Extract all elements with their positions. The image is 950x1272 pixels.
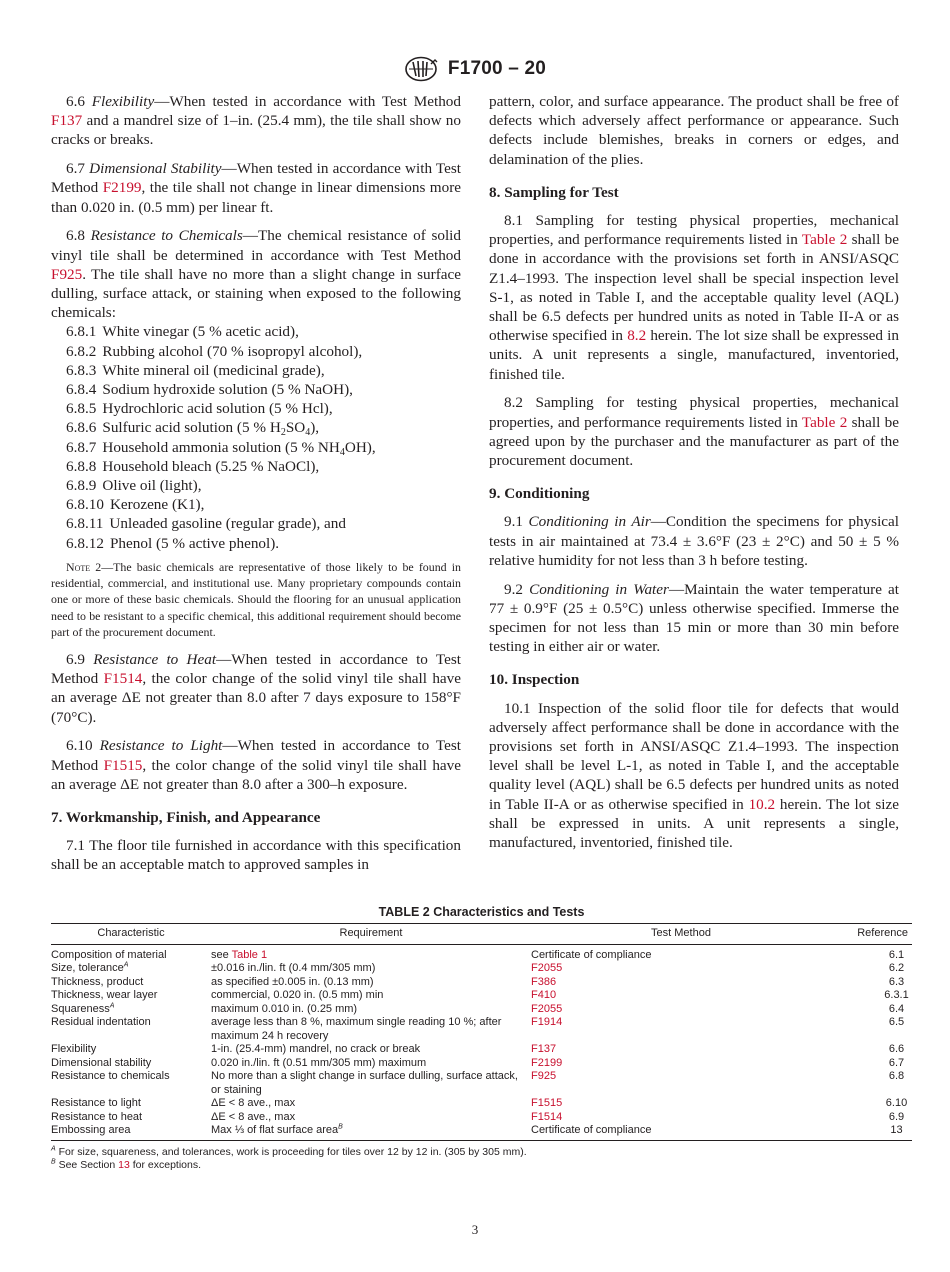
table-row: Resistance to chemicals No more than a slight change in surface dulling, surface attack, or staining F925 6.8 [51,1070,905,1096]
link-f1514[interactable]: F1514 [531,1110,563,1123]
paragraph-7-1: 7.1 The floor tile furnished in accordance with this specification shall be an acceptable match to approved samples in [51,837,461,874]
table-row: Thickness, product as specified ±0.005 in. (0.13 mm) F386 6.3 [51,975,905,988]
link-f2055[interactable]: F2055 [531,1002,563,1015]
paragraph-6-7: 6.7 Dimensional Stability—When tested in accordance with Test Method F2199, the tile shall not change in linear dimensions more than 0.020 in. (0.5 mm) per linear ft. [51,160,461,216]
link-f1515[interactable]: F1515 [531,1097,563,1109]
link-table-1[interactable]: Table 1 [231,948,268,961]
list-item: 6.8.3 White mineral oil (medicinal grade), [66,361,325,379]
link-table-2[interactable]: Table 2 [801,413,848,431]
paragraph-10-1: 10.1 Inspection of the solid floor tile for defects that would adversely affect performance shall be done in accordance with the provisions set forth in ANSI/ASQC Z1.4–1993. The inspection level shall be level L-1, as noted in Table I, and the acceptable quality level (AQL) shall be 6.5 defects per hundred units as noted in Table II-A or as otherwise specified in 10.2 herein. The lot size shall be expressed in units. A unit represents a single, manufactured, inventoried, finished tile. [489,699,899,852]
paragraph-9-2: 9.2 Conditioning in Water—Maintain the water temperature at 77 ± 0.9°F (25 ± 0.5°C) unless otherwise specified. Immerse the specimen for not less than 15 min or more than 30 min before testing in either air or water. [489,580,900,656]
link-f137[interactable]: F137 [531,1043,557,1055]
list-item: 6.8.8 Household bleach (5.25 % NaOCl), [66,457,320,475]
paragraph-6-6: 6.6 Flexibility—When tested in accordance with Test Method F137 and a mandrel size of 1–in. (25.4 mm), the tile shall show no cracks or breaks. [51,93,461,149]
list-item: 6.8.6 Sulfuric acid solution (5 % $H_2SO_4$), [66,419,320,439]
link-section-10-2[interactable]: 10.2 [748,795,776,813]
paragraph-9-1: 9.1 Conditioning in Air—Condition the specimens for physical tests in air maintained at 73.4 ± 3.6°F (23 ± 2°C) and 50 ± 5 % relative humidity for not less than 3 h before testing. [489,513,899,569]
page-number: 3 [471,1222,479,1237]
table-row: Embossing area Max ⅓ of flat surface area$^B$ Certificate of compliance 13 [51,1124,912,1140]
section-8-heading: 8. Sampling for Test [489,183,619,201]
link-f410[interactable]: F410 [531,989,557,1001]
list-item: 6.8.7 Household ammonia solution (5 % $NH_4OH$), [66,438,376,458]
list-item: 6.8.11 Unleaded gasoline (regular grade), and [66,515,346,533]
link-f925[interactable]: F925 [531,1070,557,1082]
paragraph-7-1-continued: pattern, color, and surface appearance. The product shall be free of defects which adversely affect performance or appearance. Such defects include blemishes, breaks in corners or edges, and delamination of the plies. [489,93,899,168]
astm-logo-icon [404,56,438,82]
characteristics-table [51,923,912,1141]
left-column [51,92,461,884]
link-section-13[interactable]: 13 [118,1159,130,1171]
link-table-2[interactable]: Table 2 [801,231,848,249]
link-f925[interactable]: F925 [51,265,83,283]
list-item: 6.8.4 Sodium hydroxide solution (5 % NaOH), [66,381,353,399]
section-10-heading: 10. Inspection [489,671,580,689]
section-9-heading: 9. Conditioning [489,485,590,503]
table-row: Composition of material see Table 1 Certificate of compliance 6.1 [51,948,905,961]
paragraph-6-8: 6.8 Resistance to Chemicals—The chemical resistance of solid vinyl tile shall be determined in accordance with Test Method F925. The tile shall have no more than a slight change in surface dulling, surface attack, or staining when exposed to the following chemicals: [51,227,461,322]
link-f1914[interactable]: F1914 [531,1016,563,1028]
page-header [0,56,950,82]
list-item: 6.8.1 White vinegar (5 % acetic acid), [66,323,299,341]
table-row: Size, tolerance$^A$ ±0.016 in./lin. ft (0.4 mm/305 mm) F2055 6.2 [51,961,905,974]
paragraph-6-9: 6.9 Resistance to Heat—When tested in accordance to Test Method F1514, the color change of the solid vinyl tile shall have an average ΔE not greater than 8.0 after 7 days exposure to 158°F (70°C). [51,650,461,726]
list-item: 6.8.9 Olive oil (light), [66,477,202,495]
link-f2199[interactable]: F2199 [102,179,142,197]
link-f1514[interactable]: F1514 [103,670,143,688]
table-row: Flexibility 1-in. (25.4-mm) mandrel, no crack or break F137 6.6 [51,1043,905,1055]
table-row: Resistance to heat ΔE < 8 ave., max F1514 6.9 [51,1110,905,1123]
list-item: 6.8.10 Kerozene (K1), [66,496,205,514]
footnote-a: $^A$ For size, squareness, and tolerances, work is proceeding for tiles over 12 by 12 in. (305 by 305 mm). [51,1145,527,1158]
list-item: 6.8.5 Hydrochloric acid solution (5 % Hcl), [66,400,333,418]
column-header: Reference [831,924,912,945]
chemical-list [66,322,461,552]
link-f137[interactable]: F137 [51,112,83,130]
table-row: Squareness$^A$ maximum 0.010 in. (0.25 mm) F2055 6.4 [51,1001,905,1015]
note-2: Note 2—The basic chemicals are representative of those likely to be found in residential, commercial, and institutional use. Many proprietary compounds contain one or more of these basic chemicals. Should the flooring for an unusual application need to be resistant to a specific chemical, this additional requirement should become part of the procurement document. [51,559,461,640]
link-f386[interactable]: F386 [531,975,557,988]
table-row: Dimensional stability 0.020 in./lin. ft (0.51 mm/305 mm) maximum F2199 6.7 [51,1056,905,1069]
section-7-heading: 7. Workmanship, Finish, and Appearance [51,808,321,826]
column-header: Test Method [531,924,831,945]
table-row: Residual indentation average less than 8 %, maximum single reading 10 %; after maximum 24 h recovery F1914 6.5 [51,1016,905,1042]
list-item: 6.8.12 Phenol (5 % active phenol). [66,534,280,552]
link-f1515[interactable]: F1515 [103,756,143,774]
link-section-8-2[interactable]: 8.2 [627,327,647,345]
table-2 [51,905,912,1173]
column-header: Characteristic [51,924,211,945]
right-column [489,92,899,862]
table-row: Resistance to light ΔE < 8 ave., max F1515 6.10 [51,1097,908,1109]
table-caption: TABLE 2 Characteristics and Tests [378,905,585,919]
document-designation: F1700 – 20 [447,58,547,79]
column-header: Requirement [211,924,531,945]
table-row: Thickness, wear layer commercial, 0.020 in. (0.5 mm) min F410 6.3.1 [51,989,909,1001]
footnote-b: $^B$ See Section 13 for exceptions. [51,1158,202,1171]
paragraph-6-10: 6.10 Resistance to Light—When tested in accordance to Test Method F1515, the color change of the solid vinyl tile shall have an average ΔE not greater than 8.0 after a 300–h exposure. [51,737,461,793]
link-f2055[interactable]: F2055 [531,962,563,974]
paragraph-8-1: 8.1 Sampling for testing physical properties, mechanical properties, and performance requirements listed in Table 2 shall be done in accordance with the provisions set forth in ANSI/ASQC Z1.4–1993. The inspection level shall be special inspection level S-1, as noted in Table I, and the acceptable quality level (AQL) shall be 6.5 defects per hundred units as noted in Table II-A or as otherwise specified in 8.2 herein. The lot size shall be expressed in units. A unit represents a single, manufactured, inventoried, finished tile. [489,212,899,383]
paragraph-8-2: 8.2 Sampling for testing physical properties, mechanical properties, and performance requirements listed in Table 2 shall be agreed upon by the purchaser and the manufacturer as part of the procurement document. [489,394,899,470]
link-f2199[interactable]: F2199 [531,1056,563,1069]
list-item: 6.8.2 Rubbing alcohol (70 % isopropyl alcohol), [66,342,363,360]
